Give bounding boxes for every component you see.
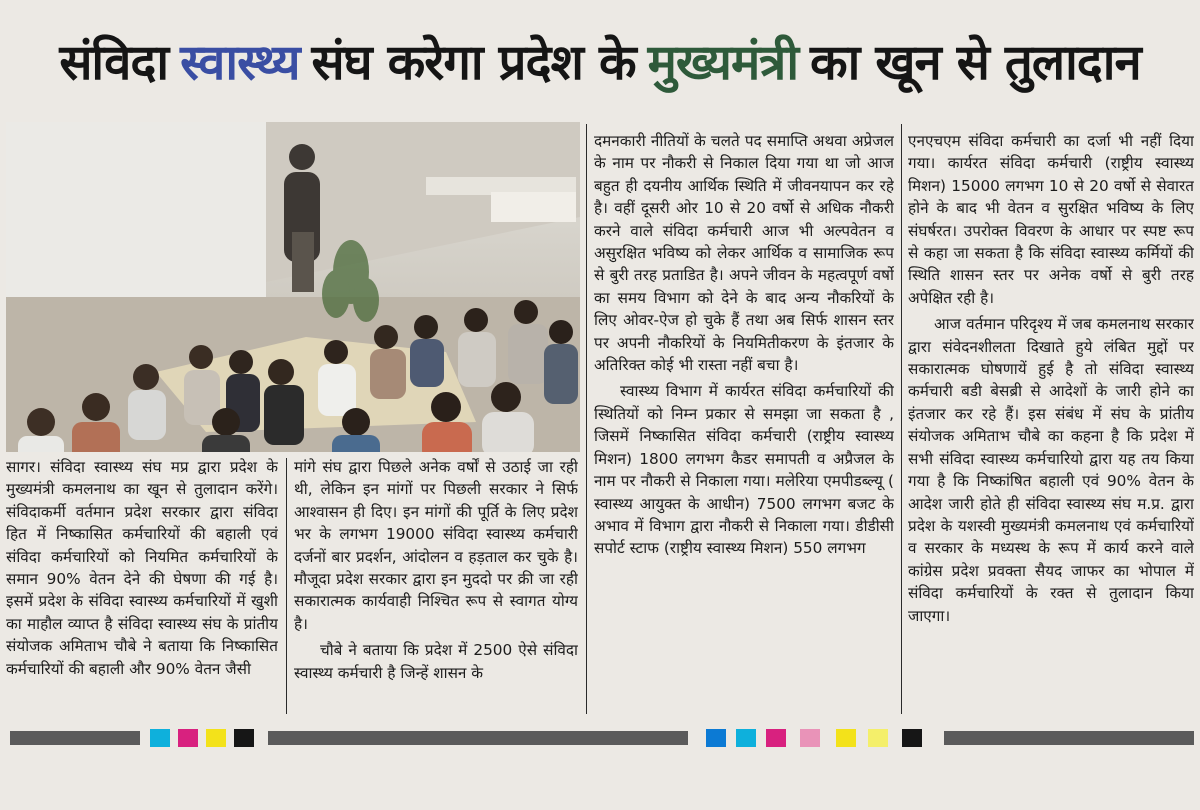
article-column-2 (294, 456, 578, 718)
article-column-4 (908, 130, 1194, 718)
column-rule (286, 458, 287, 714)
headline (0, 0, 1200, 122)
grey-bar (944, 731, 1194, 745)
column-3-paragraph-1: दमनकारी नीतियों के चलते पद समाप्ति अथवा अप्रेजल के नाम पर नौकरी से निकाल दिया गया था जो आज बहुत ही दयनीय आर्थिक स्थिति में जीवनयापन कर रहे है। वहीं दूसरी ओर 10 से 20 वर्षो से अधिक नौकरी करने वाले संविदा कर्मचारी आज भी अल्पवेतन व असुरक्षित भविष्य को लेकर आर्थिक व सामाजिक रूप से बुरी तरह प्रताडित है। अपने जीवन के महत्वपूर्ण वर्षो का समय विभाग को देने के बाद अन्य नौकरियों के लिए ओवर-ऐज हो चुके हैं तथा अब सिर्फ शासन स्तर पर अपनी नौकरियों के नियमितीकरण के इंतजार के अतिरिक्त कोई भी रास्ता नहीं बचा है। (594, 132, 894, 375)
headline-part-4: मुख्यमंत्री (647, 34, 799, 91)
article-column-3 (594, 130, 894, 718)
column-3-paragraph-2: स्वास्थ्य विभाग में कार्यरत संविदा कर्मचारियों की स्थितियों को निम्न प्रकार से समझा जा सकता है , जिसमें निष्कासित संविदा कर्मचारी (राष्ट्रीय स्वास्थ्य मिशन) 1800 लगभग कैडर समापती व अप्रैजल के नाम पर नौकरी से निकाला गया। मलेरिया एमपीडब्ल्यू ( स्वास्थ्य आयुक्त के आधीन) 7500 लगभग बजट के अभाव में विभाग द्वारा नौकरी से निकाला गया। डीडीसी सपोर्ट स्टाफ (राष्ट्रीय स्वास्थ्य मिशन) 550 लगभग (594, 382, 894, 558)
headline-part-3: संघ करेगा प्रदेश के (311, 34, 636, 91)
swatch-lightyellow (868, 729, 888, 747)
headline-part-5: का खून से तुलादान (810, 34, 1141, 91)
meeting-photo-illustration (6, 122, 580, 452)
column-rule (901, 124, 902, 714)
swatch-black (234, 729, 254, 747)
grey-bar (268, 731, 688, 745)
swatch-blue (706, 729, 726, 747)
column-4-paragraph-1: एनएचएम संविदा कर्मचारी का दर्जा भी नहीं दिया गया। कार्यरत संविदा कर्मचारी (राष्ट्रीय स्वास्थ्य मिशन) 15000 लगभग 10 से 20 वर्षो से सेवारत होने के बाद भी वेतन व सुरक्षित भविष्य के लिए संघर्षरत। उपरोक्त विवरण के आधार पर स्पष्ट रूप से कहा जा सकता है कि संविदा स्वास्थ्य कर्मियों की स्थिति शासन स्तर पर अनेक वर्षो से बुरी तरह अपेक्षित रही है। (908, 132, 1194, 307)
column-2-paragraph-2: चौबे ने बताया कि प्रदेश में 2500 ऐसे संविदा स्वास्थ्य कर्मचारी है जिन्हें शासन के (294, 641, 578, 682)
meeting-photo (6, 122, 580, 452)
column-4-paragraph-2: आज वर्तमान परिदृश्य में जब कमलनाथ सरकार द्वारा संवेदनशीलता दिखाते हुये लंबित मुद्दों पर सकारात्मक घोषणायें हुई है तो संविदा स्वास्थ्य कर्मचारी बडी बेसब्री से आदेशों के जारी होने का इंतजार कर रहे हैं। इस संबंध में संघ के प्रांतीय संयोजक अमिताभ चौबे का कहना है कि प्रदेश में सभी संविदा स्वास्थ्य कर्मचारियो द्वारा यह तय किया गया है कि निष्कांषित बहाली एवं 90% वेतन के आदेश जारी होते ही संविदा स्वास्थ्य संघ म.प्र. द्वारा प्रदेश के यशस्वी मुख्यमंत्री कमलनाथ एवं कर्मचारियों व सरकार के मध्यस्थ के रूप में कार्य करने वाले कांग्रेस प्रदेश प्रवक्ता सैयद जाफर का भोपाल में संविदा कर्मचारियों के रक्त से तुलादान किया जाएगा। (908, 315, 1194, 625)
swatch-magenta (178, 729, 198, 747)
column-rule (586, 124, 587, 714)
headline-part-2: स्वास्थ्य (180, 34, 300, 91)
headline-part-1: संविदा (59, 34, 169, 91)
swatch-black (902, 729, 922, 747)
column-2-paragraph-1: मांगे संघ द्वारा पिछले अनेक वर्षों से उठाई जा रही थी, लेकिन इन मांगों पर पिछली सरकार ने सिर्फ आश्वासन ही दिए। इन मांगों की पूर्ति के लिए प्रदेश भर के लगभग 19000 संविदा स्वास्थ्य कर्मचारी दर्जनों बार प्रदर्शन, आंदोलन व हड़ताल कर चुके है। मौजूदा प्रदेश सरकार द्वारा इन मुददो पर क्री जा रही सकारात्मक कार्यवाही निश्चित रूप से स्वागत योग्य है। (294, 458, 578, 633)
swatch-cyan (736, 729, 756, 747)
swatch-yellow (836, 729, 856, 747)
article-column-1 (6, 456, 278, 718)
swatch-pink (800, 729, 820, 747)
swatch-yellow (206, 729, 226, 747)
swatch-magenta (766, 729, 786, 747)
print-color-bar (0, 726, 1200, 750)
swatch-cyan (150, 729, 170, 747)
column-1-paragraph-1: सागर। संविदा स्वास्थ्य संघ मप्र द्वारा प्रदेश के मुख्यमंत्री कमलनाथ का खून से तुलादान करेंगे। संविदाकर्मी वर्तमान प्रदेश सरकार द्वारा संविदा हित में निष्कासित कर्मचारियों की बहाली एवं संविदा कर्मचारियों को नियमित कर्मचारियों के समान 90% वेतन देने की घेषणा की गई है। इसमें प्रदेश के संविदा स्वास्थ्य कर्मचारियों में खुशी का माहौल व्याप्त है संविदा स्वास्थ्य संघ के प्रांतीय संयोजक अमिताभ चौबे ने बताया कि निष्कासित कर्मचारियों की बहाली और 90% वेतन जैसी (6, 458, 278, 678)
grey-bar (10, 731, 140, 745)
